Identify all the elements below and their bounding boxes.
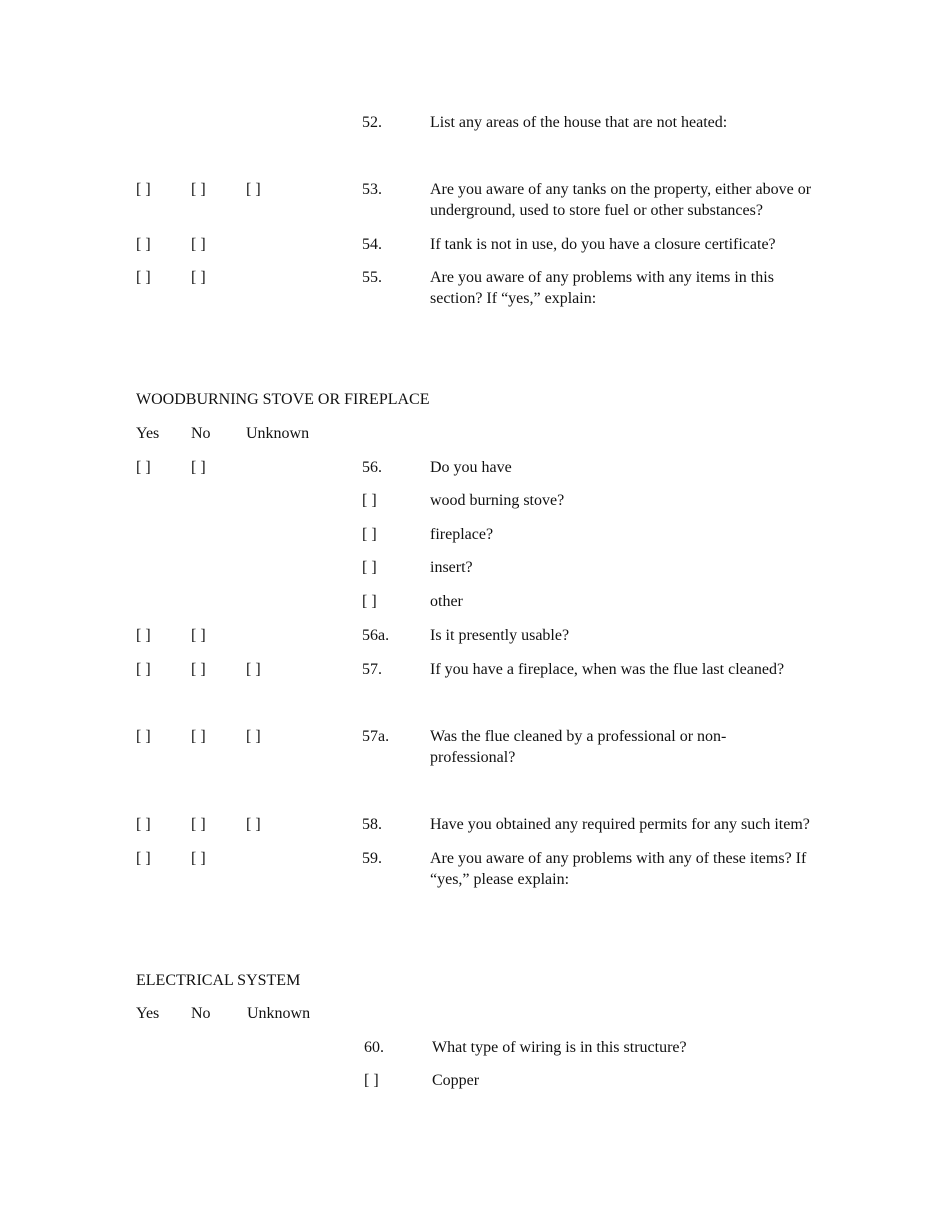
q53-number: 53.: [362, 181, 382, 198]
q56a-number: 56a.: [362, 627, 390, 644]
q60-option-copper-label: Copper: [432, 1072, 480, 1089]
q56-option-stove-checkbox[interactable]: [ ]: [362, 492, 377, 509]
q58-yes-checkbox[interactable]: [ ]: [136, 816, 151, 833]
q59-yes-checkbox[interactable]: [ ]: [136, 850, 151, 867]
q57a-unknown-checkbox[interactable]: [ ]: [246, 728, 261, 745]
q53-text: Are you aware of any tanks on the property, either above or underground, used to store fuel or other substances?: [430, 181, 812, 219]
q55-yes-checkbox[interactable]: [ ]: [136, 269, 151, 286]
q56-no-checkbox[interactable]: [ ]: [191, 459, 206, 476]
electrical-section-title: ELECTRICAL SYSTEM: [136, 972, 301, 989]
q57-no-checkbox[interactable]: [ ]: [191, 661, 206, 678]
q58-text: Have you obtained any required permits for any such item?: [430, 816, 810, 833]
q56-yes-checkbox[interactable]: [ ]: [136, 459, 151, 476]
q55-number: 55.: [362, 269, 382, 286]
q56-number: 56.: [362, 459, 382, 476]
q56-option-fireplace-label: fireplace?: [430, 526, 494, 543]
q56-option-insert-checkbox[interactable]: [ ]: [362, 559, 377, 576]
q56-text: Do you have: [430, 459, 512, 476]
electrical-col-no: No: [191, 1005, 211, 1022]
q56a-no-checkbox[interactable]: [ ]: [191, 627, 206, 644]
q57-unknown-checkbox[interactable]: [ ]: [246, 661, 261, 678]
q57-yes-checkbox[interactable]: [ ]: [136, 661, 151, 678]
q60-number: 60.: [364, 1039, 384, 1056]
q57a-yes-checkbox[interactable]: [ ]: [136, 728, 151, 745]
q55-no-checkbox[interactable]: [ ]: [191, 269, 206, 286]
q53-no-checkbox[interactable]: [ ]: [191, 181, 206, 198]
woodburning-col-yes: Yes: [136, 425, 160, 442]
q60-option-copper-checkbox[interactable]: [ ]: [364, 1072, 379, 1089]
electrical-col-unknown: Unknown: [247, 1005, 311, 1022]
q57-number: 57.: [362, 661, 382, 678]
q56a-text: Is it presently usable?: [430, 627, 570, 644]
q54-number: 54.: [362, 236, 382, 253]
q60-text: What type of wiring is in this structure?: [432, 1039, 687, 1056]
q56-option-other-checkbox[interactable]: [ ]: [362, 593, 377, 610]
q56-option-fireplace-checkbox[interactable]: [ ]: [362, 526, 377, 543]
q56-option-insert-label: insert?: [430, 559, 473, 576]
q57a-number: 57a.: [362, 728, 390, 745]
electrical-col-yes: Yes: [136, 1005, 160, 1022]
q59-text: Are you aware of any problems with any of these items? If “yes,” please explain:: [430, 850, 807, 888]
q52-number: 52.: [362, 114, 382, 131]
q59-no-checkbox[interactable]: [ ]: [191, 850, 206, 867]
q53-unknown-checkbox[interactable]: [ ]: [246, 181, 261, 198]
woodburning-col-unknown: Unknown: [246, 425, 310, 442]
q54-text: If tank is not in use, do you have a closure certificate?: [430, 236, 776, 253]
q54-yes-checkbox[interactable]: [ ]: [136, 236, 151, 253]
woodburning-section-title: WOODBURNING STOVE OR FIREPLACE: [136, 391, 430, 408]
q56a-yes-checkbox[interactable]: [ ]: [136, 627, 151, 644]
q58-number: 58.: [362, 816, 382, 833]
q53-yes-checkbox[interactable]: [ ]: [136, 181, 151, 198]
q58-unknown-checkbox[interactable]: [ ]: [246, 816, 261, 833]
q59-number: 59.: [362, 850, 382, 867]
q52-text: List any areas of the house that are not heated:: [430, 114, 728, 131]
q57a-text: Was the flue cleaned by a professional or non-professional?: [430, 728, 727, 766]
q56-option-stove-label: wood burning stove?: [430, 492, 565, 509]
q55-text: Are you aware of any problems with any items in this section? If “yes,” explain:: [430, 269, 774, 307]
q57a-no-checkbox[interactable]: [ ]: [191, 728, 206, 745]
q54-no-checkbox[interactable]: [ ]: [191, 236, 206, 253]
q57-text: If you have a fireplace, when was the flue last cleaned?: [430, 661, 785, 678]
woodburning-col-no: No: [191, 425, 211, 442]
q58-no-checkbox[interactable]: [ ]: [191, 816, 206, 833]
q56-option-other-label: other: [430, 593, 463, 610]
